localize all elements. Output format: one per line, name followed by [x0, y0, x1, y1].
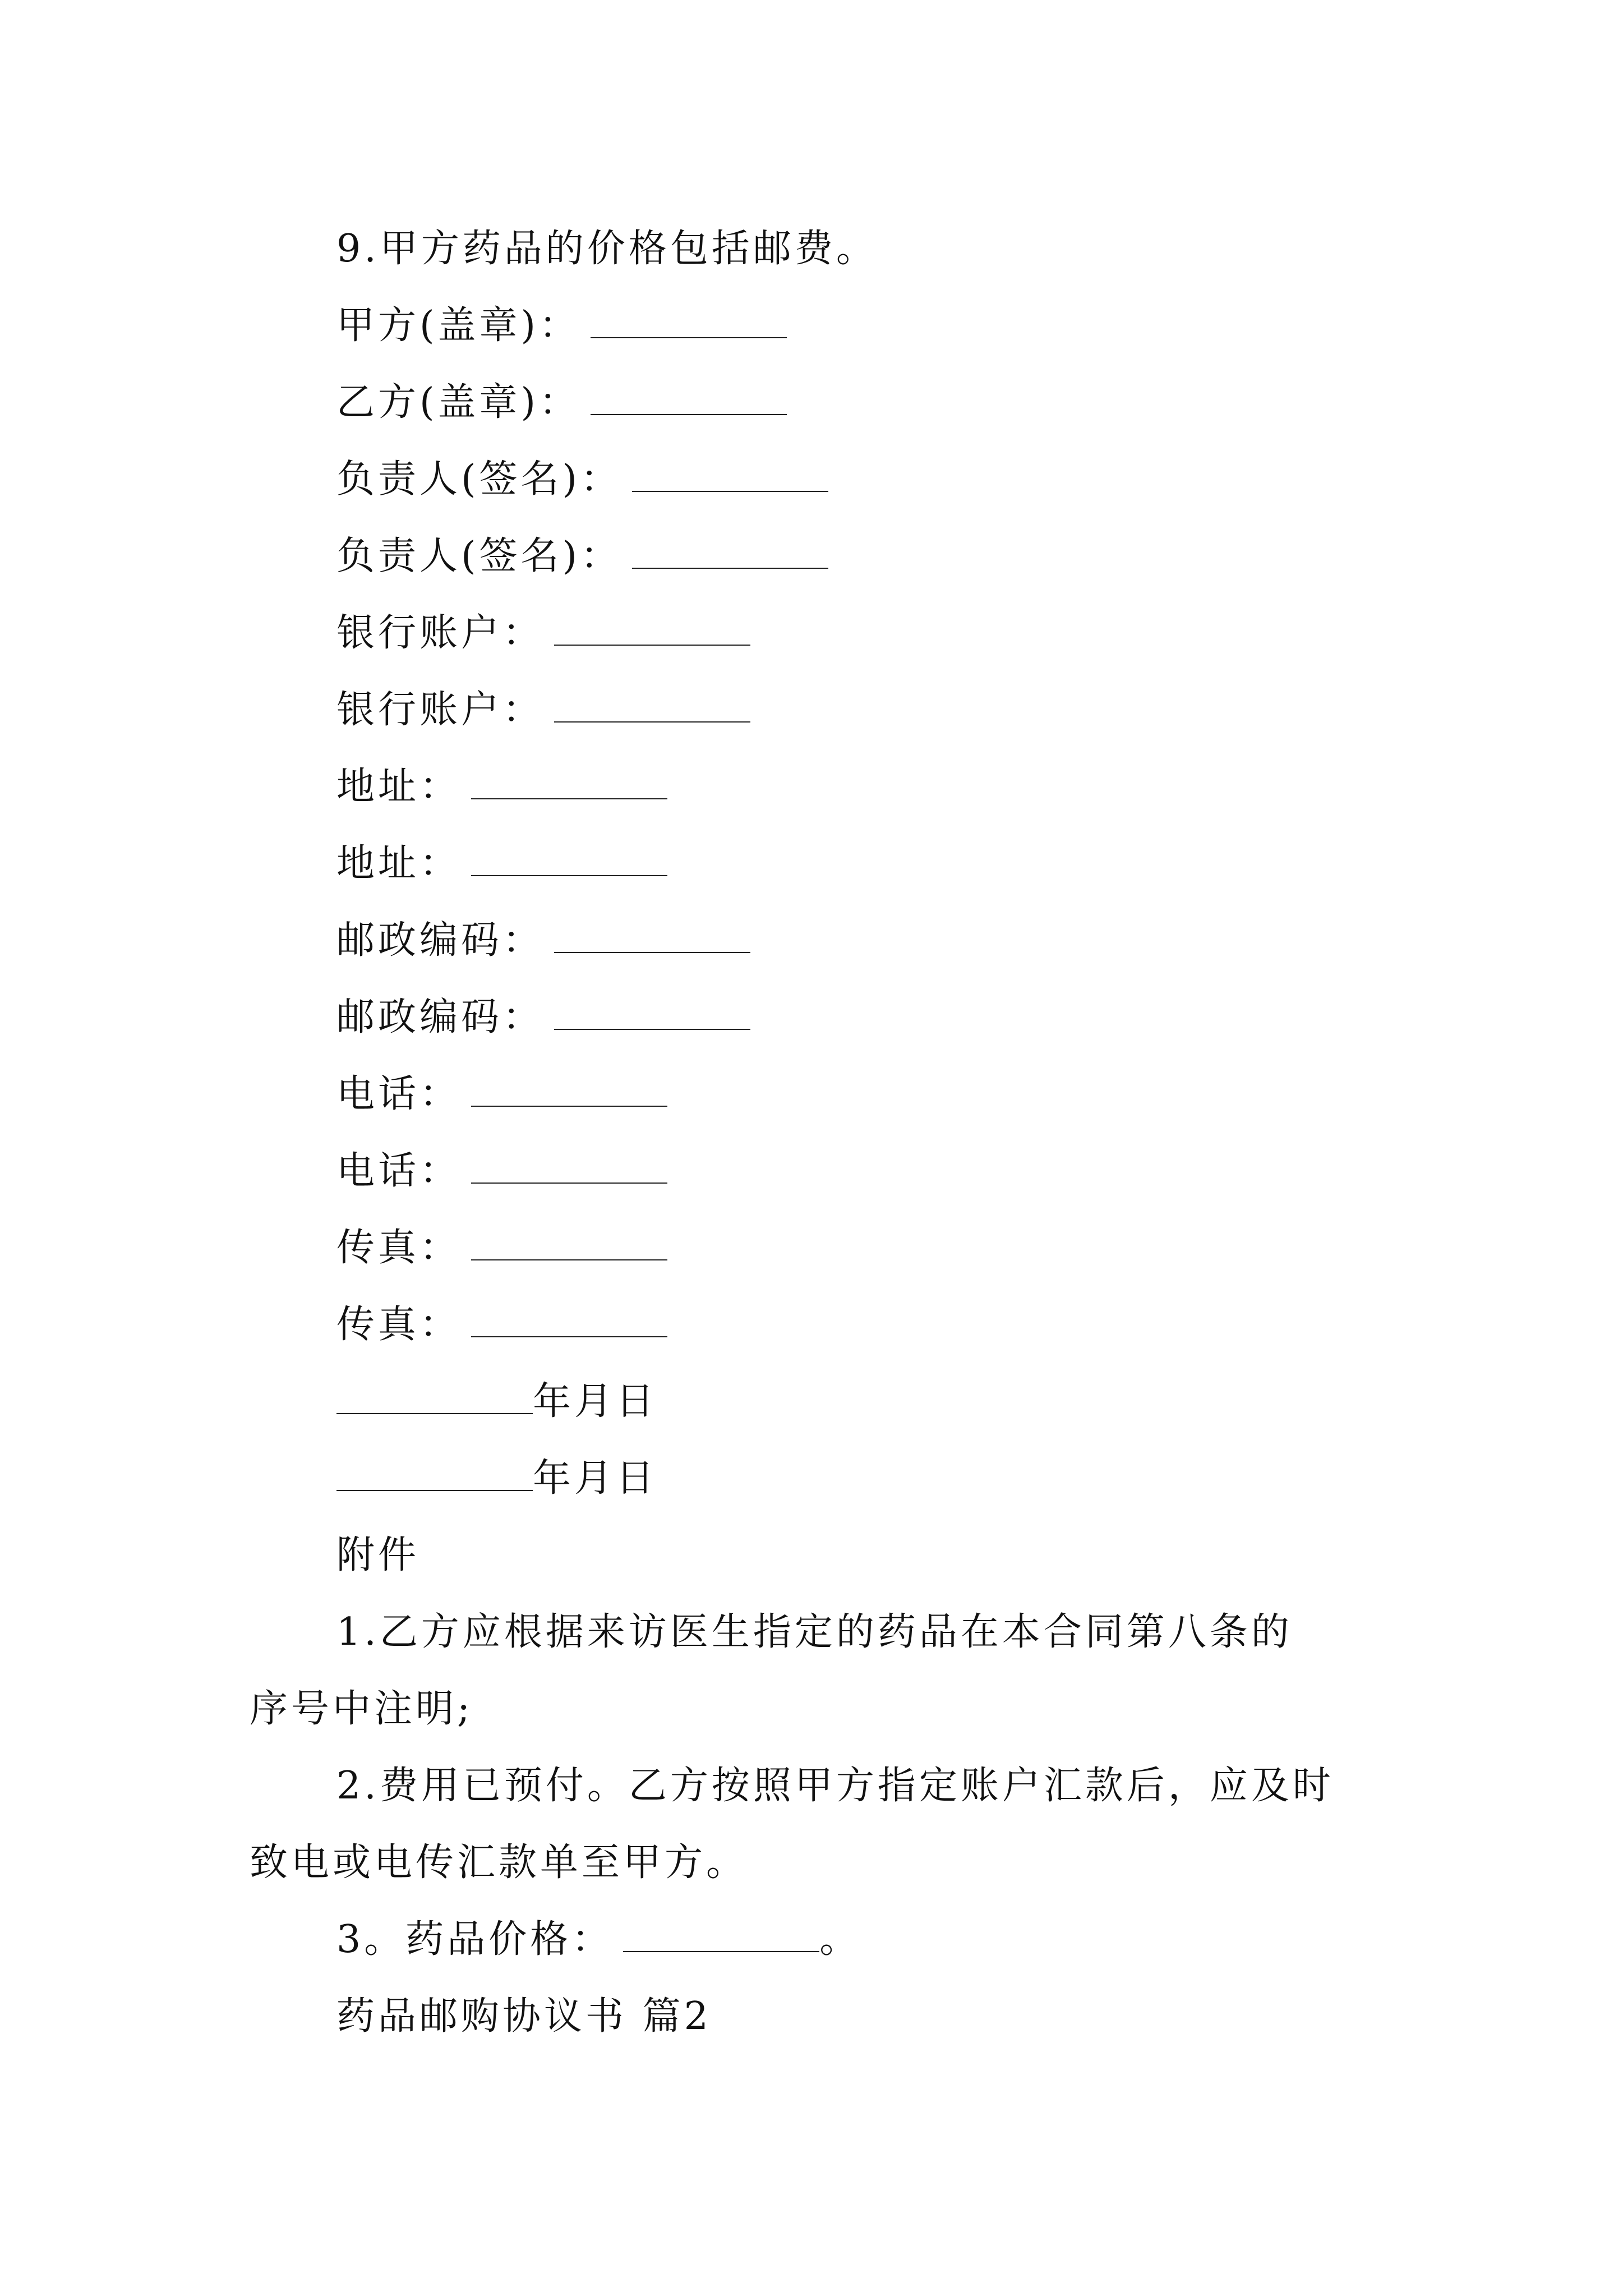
attachment-item-3 [250, 1901, 1399, 1978]
phone-label-2: 电话： [336, 1149, 462, 1193]
postal-code-row-2 [250, 979, 1399, 1056]
attachment-item-1-text-2: 序号中注明; [250, 1687, 473, 1731]
fax-blank-1 [471, 1225, 667, 1260]
party-b-seal-label: 乙方(盖章)： [336, 380, 581, 425]
bank-account-blank-2 [554, 687, 750, 723]
date-row-2 [250, 1440, 1399, 1517]
postal-code-blank-1 [554, 917, 750, 953]
address-blank-1 [471, 763, 667, 799]
attachment-item-2-line-1 [250, 1747, 1399, 1824]
date-blank-1 [336, 1378, 533, 1414]
party-b-seal-row [250, 364, 1399, 441]
attachment-item-3-label: 3。药品价格： [336, 1917, 614, 1962]
person-in-charge-row-2 [250, 518, 1399, 595]
address-label-2: 地址： [336, 841, 462, 886]
address-row-1 [250, 748, 1399, 825]
clause-9-text: 9.甲方药品的价格包括邮费。 [336, 227, 878, 271]
address-row-2 [250, 825, 1399, 902]
attachment-heading [250, 1517, 1399, 1594]
bank-account-blank-1 [554, 610, 750, 646]
next-section-title-text: 药品邮购协议书 篇2 [336, 1994, 712, 2039]
party-b-seal-blank [591, 379, 787, 415]
postal-code-row-1 [250, 902, 1399, 979]
drug-price-blank [623, 1916, 819, 1952]
attachment-item-3-end: 。 [819, 1917, 861, 1962]
attachment-item-1-line-2 [250, 1671, 1399, 1747]
fax-label-2: 传真： [336, 1303, 462, 1347]
attachment-item-2-text-1: 2.费用已预付。乙方按照甲方指定账户汇款后，应及时 [336, 1764, 1334, 1808]
person-in-charge-label-1: 负责人(签名)： [336, 457, 623, 501]
phone-blank-1 [471, 1071, 667, 1107]
bank-account-row-2 [250, 671, 1399, 748]
phone-row-2 [250, 1133, 1399, 1209]
phone-blank-2 [471, 1148, 667, 1184]
date-label-1: 年月日 [533, 1379, 658, 1424]
attachment-item-1-line-1 [250, 1594, 1399, 1671]
party-a-seal-blank [591, 302, 787, 338]
document-body [250, 210, 1399, 2055]
attachment-item-2-line-2 [250, 1824, 1399, 1901]
date-blank-2 [336, 1455, 533, 1491]
next-section-title [250, 1978, 1399, 2055]
person-in-charge-blank-2 [632, 533, 828, 569]
bank-account-label-1: 银行账户： [336, 611, 545, 655]
attachment-item-1-text-1: 1.乙方应根据来访医生指定的药品在本合同第八条的 [336, 1610, 1293, 1654]
person-in-charge-row-1 [250, 441, 1399, 518]
address-label-1: 地址： [336, 765, 462, 809]
party-a-seal-label: 甲方(盖章)： [336, 303, 581, 348]
bank-account-label-2: 银行账户： [336, 688, 545, 732]
attachment-item-2-text-2: 致电或电传汇款单至甲方。 [250, 1841, 748, 1885]
person-in-charge-label-2: 负责人(签名)： [336, 534, 623, 578]
date-label-2: 年月日 [533, 1456, 658, 1501]
date-row-1 [250, 1363, 1399, 1440]
phone-row-1 [250, 1056, 1399, 1133]
fax-row-2 [250, 1286, 1399, 1363]
person-in-charge-blank-1 [632, 456, 828, 492]
postal-code-label-2: 邮政编码： [336, 995, 545, 1039]
postal-code-label-1: 邮政编码： [336, 918, 545, 963]
clause-9 [250, 210, 1399, 287]
bank-account-row-1 [250, 595, 1399, 671]
fax-row-1 [250, 1209, 1399, 1286]
address-blank-2 [471, 840, 667, 876]
fax-label-1: 传真： [336, 1226, 462, 1270]
phone-label-1: 电话： [336, 1072, 462, 1116]
fax-blank-2 [471, 1301, 667, 1337]
postal-code-blank-2 [554, 994, 750, 1030]
party-a-seal-row [250, 287, 1399, 364]
attachment-heading-text: 附件 [336, 1533, 420, 1577]
